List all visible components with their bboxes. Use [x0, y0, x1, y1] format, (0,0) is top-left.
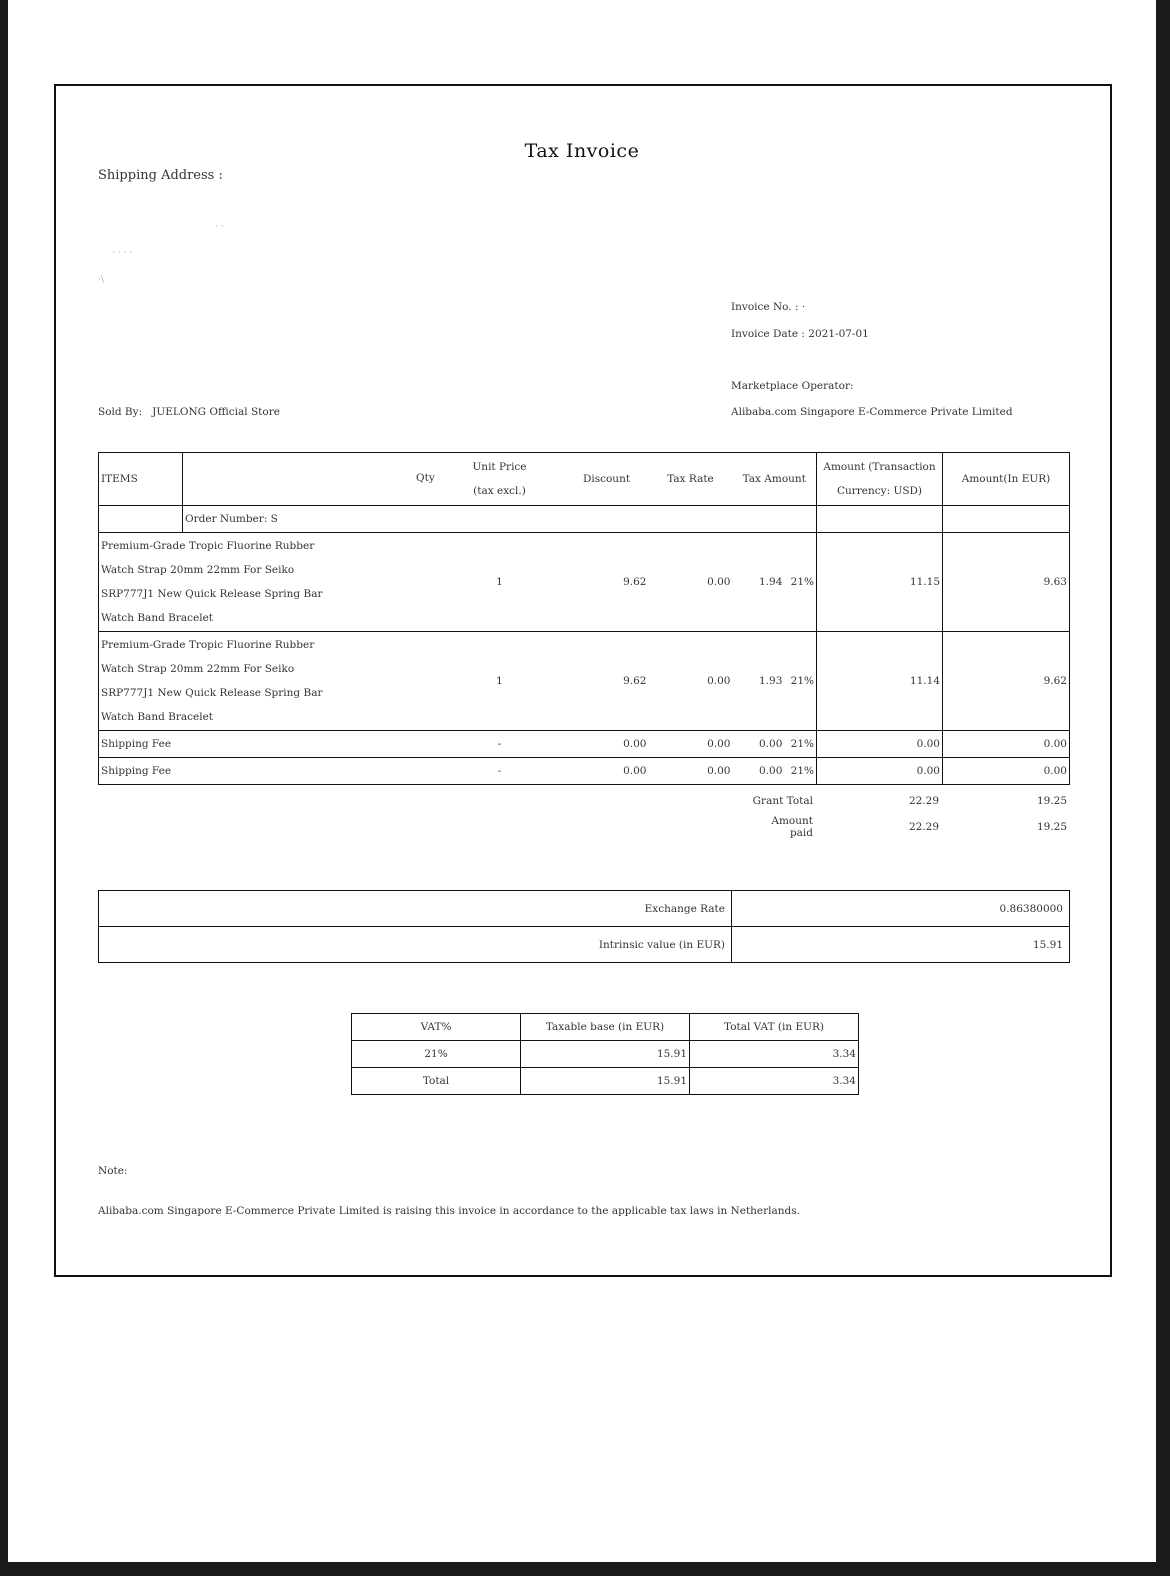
item-amount-usd: 1.93 11.14 — [817, 632, 943, 731]
scan-edge-bottom — [0, 1562, 1170, 1576]
item-amount-eur: 0.00 — [943, 731, 1070, 758]
grand-total-usd: 22.29 — [908, 795, 939, 807]
col-header-tax-amount: Tax Amount — [742, 473, 806, 485]
item-tax-rate: 21% — [733, 758, 817, 785]
items-table — [98, 452, 1070, 785]
intrinsic-value: 15.91 — [732, 927, 1070, 963]
table-row — [99, 533, 1070, 632]
note-text: Alibaba.com Singapore E-Commerce Private Limited is raising this invoice in accordance to the applicable tax laws in Netherlands. — [98, 1205, 800, 1217]
vat-header-row — [352, 1014, 859, 1041]
item-unit-price: 0.00 — [565, 758, 649, 785]
item-discount: 0.00 — [707, 576, 731, 588]
sold-by: Sold By: JUELONG Official Store — [98, 406, 280, 418]
order-number: Order Number: S — [183, 506, 817, 533]
amount-paid-row — [745, 814, 1069, 840]
table-row — [99, 632, 1070, 731]
grand-total-eur: 19.25 — [1036, 795, 1067, 807]
table-row — [352, 1041, 859, 1068]
invoice-title: Tax Invoice — [524, 140, 640, 162]
table-row — [352, 1068, 859, 1095]
vat-taxable-base: 15.91 — [521, 1041, 690, 1068]
shipping-address-label: Shipping Address : — [98, 168, 223, 183]
item-unit-price: 9.62 — [565, 632, 649, 731]
col-header-amount-usd: Amount (Transaction Currency: USD) — [817, 453, 943, 506]
vat-total: 3.34 — [690, 1041, 859, 1068]
invoice-number: Invoice No. : · — [731, 301, 806, 313]
table-header-row — [99, 453, 1070, 506]
grand-total-row — [745, 788, 1069, 814]
col-header-unit-price: Unit Price (tax excl.) — [472, 461, 527, 497]
item-description: Premium-Grade Tropic Fluorine Rubber Watch Strap 20mm 22mm For Seiko SRP777J1 New Quick Release Spring Bar Watch Band Bracelet — [101, 540, 323, 624]
col-header-items: ITEMS — [101, 473, 138, 485]
amount-paid-label: Amount paid — [771, 815, 813, 839]
item-qty: 1 — [435, 632, 565, 731]
item-unit-price: 0.00 — [565, 731, 649, 758]
item-amount-usd: 0.00 0.00 — [817, 758, 943, 785]
item-amount-eur: 0.00 — [943, 758, 1070, 785]
vat-header: VAT% — [352, 1014, 521, 1041]
vat-header: Taxable base (in EUR) — [521, 1014, 690, 1041]
item-discount: 0.00 — [649, 758, 733, 785]
col-header-amount-eur: Amount(In EUR) — [943, 453, 1070, 506]
item-tax-rate: 21% — [790, 576, 814, 588]
item-unit-price: 9.62 — [623, 576, 647, 588]
invoice-date: Invoice Date : 2021-07-01 — [731, 328, 869, 340]
exchange-rate-value: 0.86380000 — [732, 891, 1070, 927]
item-description: Shipping Fee — [99, 758, 435, 785]
item-qty: 1 — [496, 576, 503, 588]
item-discount: 0.00 — [649, 731, 733, 758]
vat-rate: 21% — [352, 1041, 521, 1068]
intrinsic-value-label: Intrinsic value (in EUR) — [99, 927, 732, 963]
item-amount-usd: 1.94 11.15 — [817, 533, 943, 632]
vat-rate: Total — [352, 1068, 521, 1095]
vat-taxable-base: 15.91 — [521, 1068, 690, 1095]
exchange-rate-row — [99, 891, 1070, 927]
note-label: Note: — [98, 1165, 128, 1177]
item-amount-eur: 9.62 — [943, 632, 1070, 731]
amount-paid-usd: 22.29 — [908, 821, 939, 833]
col-header-discount: Discount — [582, 473, 631, 485]
item-tax-rate: 21% — [733, 632, 817, 731]
table-row — [99, 731, 1070, 758]
col-header-tax-rate: Tax Rate — [667, 473, 714, 485]
amount-paid-eur: 19.25 — [1036, 821, 1067, 833]
item-amount-eur: 9.63 — [943, 533, 1070, 632]
exchange-rate-table — [98, 890, 1070, 963]
vat-total: 3.34 — [690, 1068, 859, 1095]
address-line: ·\ — [98, 275, 104, 285]
order-number-row — [99, 506, 1070, 533]
item-amount-usd: 0.00 0.00 — [817, 731, 943, 758]
totals-table — [745, 788, 1069, 840]
scan-edge-left — [0, 0, 8, 1576]
item-description: Premium-Grade Tropic Fluorine Rubber Watch Strap 20mm 22mm For Seiko SRP777J1 New Quick Release Spring Bar Watch Band Bracelet — [99, 632, 435, 731]
vat-header: Total VAT (in EUR) — [690, 1014, 859, 1041]
intrinsic-value-row — [99, 927, 1070, 963]
address-line: · · · · — [112, 248, 133, 258]
table-row — [99, 758, 1070, 785]
item-qty: - — [435, 731, 565, 758]
address-line: · · — [215, 222, 224, 232]
item-description: Shipping Fee — [99, 731, 435, 758]
item-discount: 0.00 — [649, 632, 733, 731]
scan-edge-right — [1156, 0, 1170, 1576]
grand-total-label: Grant Total — [752, 795, 813, 807]
vat-summary-table — [351, 1013, 859, 1095]
col-header-qty: Qty — [416, 472, 435, 484]
item-qty: - — [435, 758, 565, 785]
marketplace-operator-value: Alibaba.com Singapore E-Commerce Private Limited — [731, 406, 1013, 418]
marketplace-operator-label: Marketplace Operator: — [731, 380, 854, 392]
exchange-rate-label: Exchange Rate — [99, 891, 732, 927]
item-tax-rate: 21% — [733, 731, 817, 758]
